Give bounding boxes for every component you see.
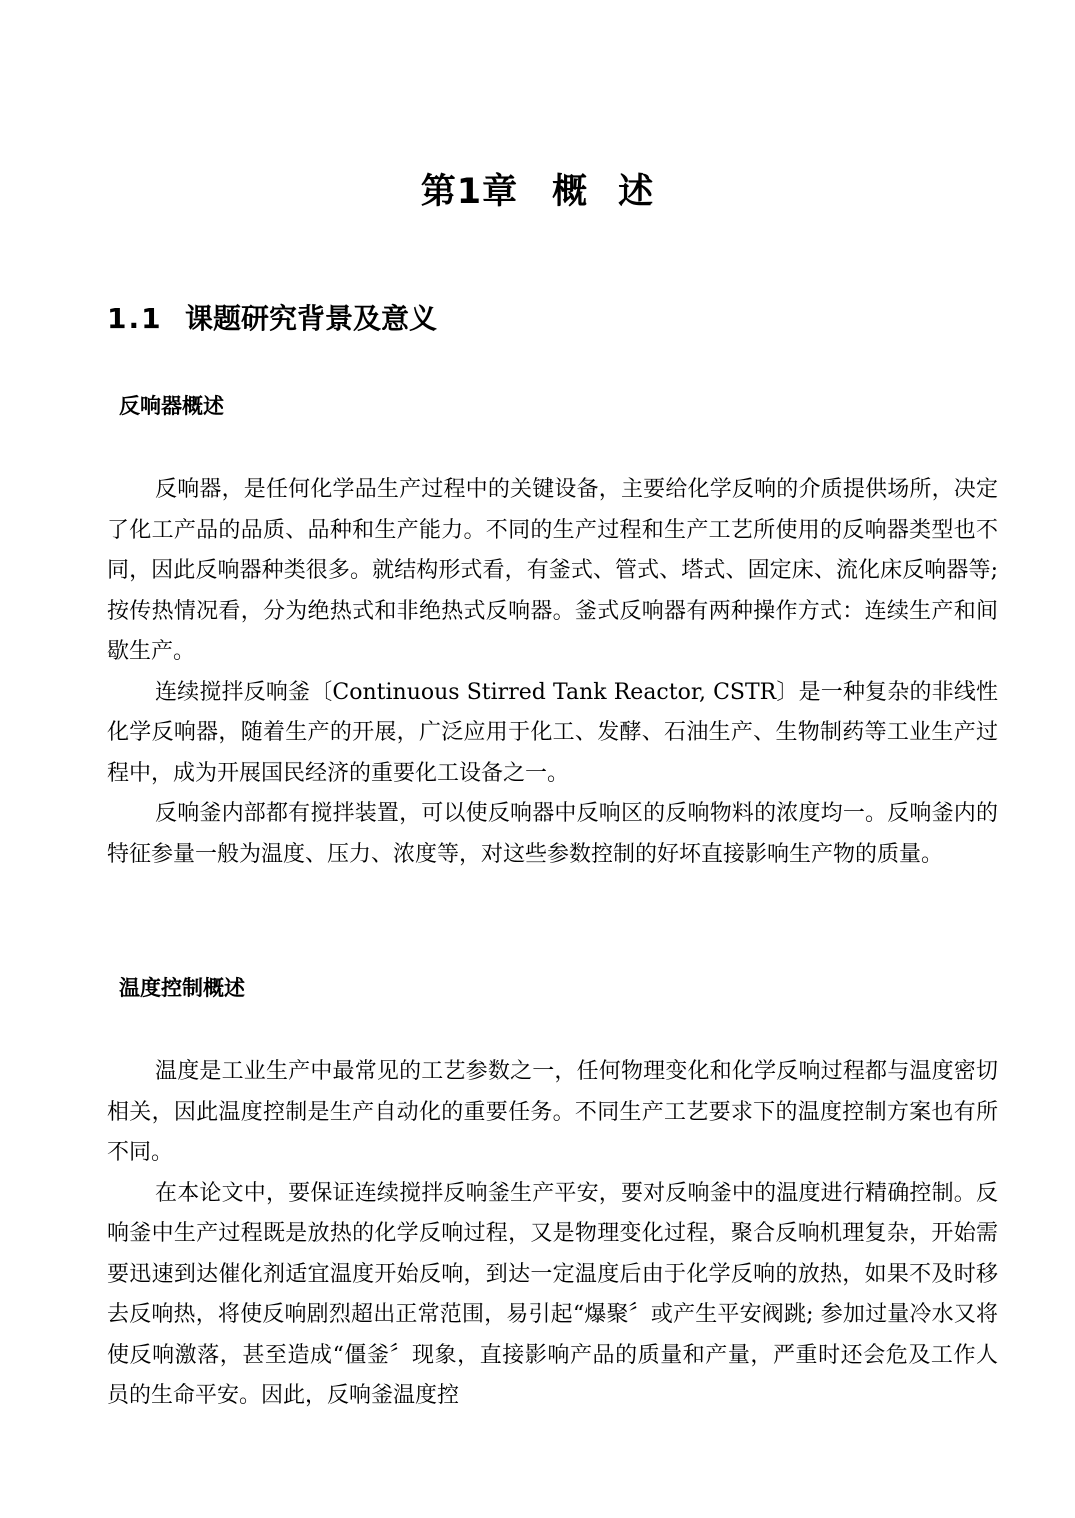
temperature-control-body bbox=[107, 1052, 998, 1417]
chapter-title bbox=[0, 168, 1075, 216]
chapter-title-part1: 概 bbox=[552, 172, 589, 212]
subsection-heading-temperature: 温度控制概述 bbox=[119, 976, 245, 1000]
subsection-heading-reactor: 反响器概述 bbox=[119, 394, 224, 418]
paragraph: 反响釜内部都有搅拌装置，可以使反响器中反响区的反响物料的浓度均一。反响釜内的特征参量一般为温度、压力、浓度等，对这些参数控制的好坏直接影响生产物的质量。 bbox=[107, 801, 998, 867]
section-title-text: 课题研究背景及意义 bbox=[185, 302, 438, 335]
paragraph: 连续搅拌反响釜〔Continuous Stirred Tank Reactor, CSTR〕是一种复杂的非线性化学反响器，随着生产的开展，广泛应用于化工、发酵、石油生产、生物制药等工业生产过程中，成为开展国民经济的重要化工设备之一。 bbox=[107, 679, 998, 786]
paragraph: 在本论文中，要保证连续搅拌反响釜生产平安，要对反响釜中的温度进行精确控制。反响釜中生产过程既是放热的化学反响过程，又是物理变化过程，聚合反响机理复杂，开始需要迅速到达催化剂适宜温度开始反响，到达一定温度后由于化学反响的放热，如果不及时移去反响热，将使反响剧烈超出正常范围，易引起“爆聚〞或产生平安阀跳; 参加过量冷水又将使反响激落，甚至造成“僵釜〞现象，直接影响产品的质量和产量，严重时还会危及工作人员的生命平安。因此，反响釜温度控 bbox=[107, 1180, 998, 1408]
section-heading bbox=[107, 297, 437, 341]
paragraph: 温度是工业生产中最常见的工艺参数之一，任何物理变化和化学反响过程都与温度密切相关，因此温度控制是生产自动化的重要任务。不同生产工艺要求下的温度控制方案也有所不同。 bbox=[107, 1059, 998, 1165]
chapter-title-part2: 述 bbox=[618, 172, 655, 212]
chapter-number: 第1章 bbox=[420, 172, 519, 212]
paragraph: 反响器，是任何化学品生产过程中的关键设备，主要给化学反响的介质提供场所，决定了化工产品的品质、品种和生产能力。不同的生产过程和生产工艺所使用的反响器类型也不同，因此反响器种类很多。就结构形式看，有釜式、管式、塔式、固定床、流化床反响器等; 按传热情况看，分为绝热式和非绝热式反响器。釜式反响器有两种操作方式：连续生产和间歇生产。 bbox=[107, 477, 998, 664]
section-number: 1.1 bbox=[107, 302, 163, 335]
reactor-overview-body bbox=[107, 470, 998, 875]
